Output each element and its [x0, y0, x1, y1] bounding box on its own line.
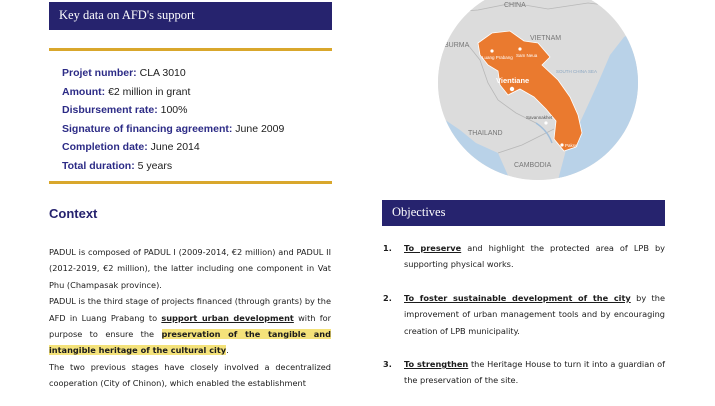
objective-item-1: [383, 240, 665, 273]
objective-highlight: To strengthen: [404, 359, 469, 370]
keydata-row-completion: [62, 138, 332, 157]
objective-highlight: To preserve: [404, 243, 462, 253]
kd-value: 100%: [157, 104, 188, 117]
map-label-cambodia: CAMBODIA: [514, 162, 552, 169]
objectives-list: [383, 240, 665, 406]
objectives-title: Objectives: [392, 205, 446, 219]
objective-text: and highlight the protected area of LPB by supporting physical works.: [404, 243, 665, 270]
objective-number: 1.: [383, 243, 392, 253]
city-vientiane: [510, 87, 514, 91]
keydata-title: Key data on AFD's support: [59, 8, 195, 22]
city-pakse: [560, 143, 563, 146]
kd-value: June 2009: [232, 122, 285, 135]
context-paragraph-2: [49, 293, 331, 359]
kd-label: Amount:: [62, 85, 106, 98]
map-label-luang-prabang: Luang Prabang: [482, 55, 513, 60]
city-luang-prabang: [490, 49, 493, 52]
kd-value: June 2014: [147, 141, 200, 154]
kd-label: Total duration:: [62, 159, 135, 172]
map-label-pakse: Pakse: [565, 143, 578, 148]
keydata-row-amount: [62, 83, 332, 102]
gold-divider-bottom: [49, 181, 332, 184]
keydata-row-duration: [62, 157, 332, 176]
map-label-vientiane: Vientiane: [496, 76, 530, 85]
gold-divider-top: [49, 48, 332, 51]
keydata-row-signature: [62, 120, 332, 139]
objective-number: 3.: [383, 359, 392, 370]
map-label-south-china-sea: SOUTH CHINA SEA: [556, 69, 598, 74]
highlight-urban-development: support urban development: [161, 312, 294, 323]
map-label-sam-neua: Sam Neua: [516, 53, 538, 58]
laos-map: [438, 0, 638, 180]
city-sam-neua: [518, 47, 521, 50]
context-title: Context: [49, 206, 98, 221]
keydata-header: [49, 2, 332, 30]
map-label-china: CHINA: [504, 2, 526, 9]
map-label-burma: BURMA: [444, 42, 470, 49]
map-label-savannakhet: Savannakhet: [526, 115, 553, 120]
keydata-row-project: [62, 64, 332, 83]
keydata-row-disbursement: [62, 101, 332, 120]
kd-value: €2 million in grant: [105, 85, 191, 98]
objective-text: by the improvement of urban management tools and by encouraging creation of LPB municipality.: [404, 292, 665, 336]
context-p2-text: PADUL is the third stage of projects financed (through grants) by the AFD in Luang Prabang to: [49, 296, 331, 323]
objective-item-2: [383, 290, 665, 339]
context-body: [49, 244, 331, 392]
kd-label: Signature of financing agreement:: [62, 122, 233, 135]
objective-text: the Heritage House to turn it into a guardian of the preservation of the site.: [404, 359, 666, 386]
objective-highlight: To foster sustainable development of the city: [404, 292, 631, 303]
map-label-thailand: THAILAND: [468, 130, 503, 137]
kd-label: Completion date:: [62, 141, 148, 154]
objective-item-3: [383, 356, 665, 389]
objective-number: 2.: [383, 292, 392, 303]
objectives-header: [382, 200, 665, 226]
city-savannakhet: [544, 121, 547, 124]
kd-label: Disbursement rate:: [62, 104, 158, 117]
keydata-list: [62, 64, 332, 176]
kd-value: 5 years: [134, 159, 173, 172]
kd-label: Projet number:: [62, 67, 137, 79]
kd-value: CLA 3010: [136, 67, 186, 79]
context-p2-text: with for purpose to ensure the: [49, 312, 331, 340]
map-label-vietnam: VIETNAM: [530, 35, 562, 42]
context-paragraph-1: PADUL is composed of PADUL I (2009-2014, €2 million) and PADUL II (2012-2019, €2 million), the latter including one component in Vat Phu (Champasak province).: [49, 247, 331, 290]
context-p2-text: .: [226, 345, 229, 356]
map-svg: [438, 0, 638, 180]
highlight-heritage-preservation: preservation of the tangible and intangible heritage of the cultural city: [49, 329, 331, 356]
context-paragraph-3: The two previous stages have closely involved a decentralized cooperation (City of Chinon), which enabled the establishment: [49, 361, 331, 389]
